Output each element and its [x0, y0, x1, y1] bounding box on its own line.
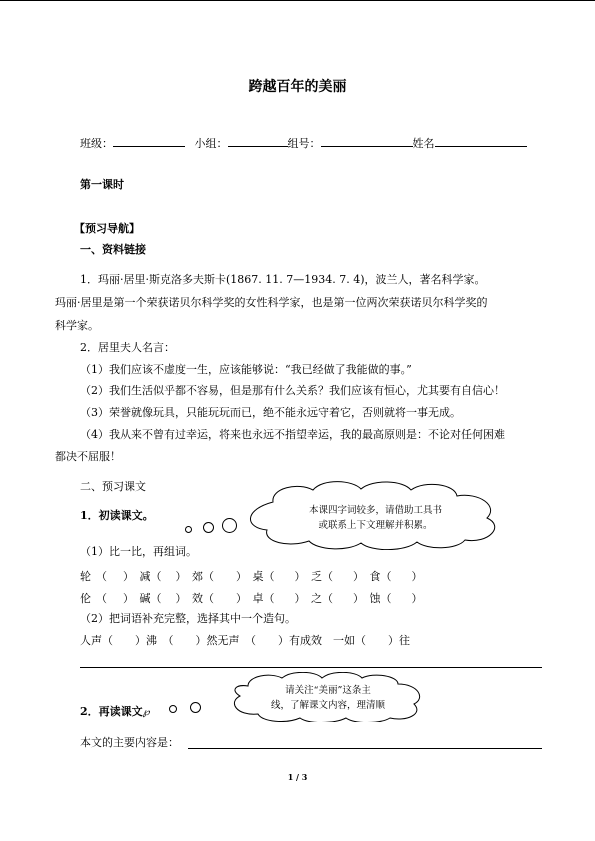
answer-blank[interactable] [162, 568, 176, 580]
char: 减 [139, 570, 151, 583]
main-content-label: 本文的主要内容是： [80, 736, 179, 749]
preview-nav-heading: 【预习导航】 [74, 222, 140, 235]
char: 卓 [252, 592, 264, 605]
quote-4-line2: 都决不屈服！ [55, 450, 121, 463]
compare-instruction: （1）比一比，再组词。 [80, 545, 197, 558]
complete-instruction: （2）把词语补充完整，选择其中一个造句。 [80, 612, 296, 625]
answer-blank[interactable] [162, 590, 176, 602]
first-read-heading: 1．初读课文。 [80, 509, 154, 522]
char: 乏 [311, 570, 322, 583]
pencil-icon: ℘ [142, 707, 150, 718]
thought-bubble-large [222, 518, 237, 533]
answer-blank[interactable] [392, 590, 412, 602]
answer-blank[interactable] [107, 568, 123, 580]
sentence-answer-line[interactable] [80, 667, 542, 668]
class-label: 班级： [80, 137, 113, 150]
main-content-answer-line[interactable] [188, 748, 542, 749]
char: 碱 [139, 592, 151, 605]
answer-blank[interactable] [333, 590, 353, 602]
class-field[interactable] [113, 134, 185, 147]
name-label: 姓名 [412, 137, 435, 150]
thought-bubble-small-2 [169, 705, 177, 713]
answer-blank[interactable] [214, 590, 236, 602]
hint-cloud-2-text: 请关注“美丽”这条主 线，了解课文内容，理清顺 [270, 685, 385, 711]
char-row-1: 轮 （ ） 减（ ） 郊（ ） 桌（ ） 乏（ ） 食（ ） [80, 570, 423, 583]
char-row-2: 伦 （ ） 碱（ ） 效（ ） 卓（ ） 之（ ） 蚀（ ） [80, 592, 423, 605]
thought-bubble-medium-2 [190, 702, 201, 713]
char: 桌 [252, 570, 264, 583]
quote-2: （2）我们生活似乎都不容易，但是那有什么关系？我们应该有恒心，尤其要有自信心！ [80, 384, 505, 397]
char: 轮 [80, 570, 91, 583]
quote-3: （3）荣誉就像玩具，只能玩玩而已，绝不能永远守着它，否则就将一事无成。 [80, 406, 461, 419]
info-row [80, 134, 527, 151]
char: 效 [192, 592, 203, 605]
material-p1-line1: 1．玛丽·居里·斯克洛多夫斯卡(1867. 11. 7—1934. 7. 4)，波兰人，著名科学家。 [80, 273, 486, 286]
thought-bubble-small [185, 526, 192, 533]
material-p1-line2: 玛丽·居里是第一个荣获诺贝尔科学奖的女性科学家，也是第一位两次荣获诺贝尔科学奖的 [55, 296, 488, 309]
page-title: 跨越百年的美丽 [248, 79, 347, 95]
thought-bubble-medium [203, 522, 214, 533]
material-p1-line3: 科学家。 [55, 319, 99, 332]
hint-cloud-1-text: 本课四字词较多，请借助工具书 或联系上下文理解并积累。 [308, 505, 442, 531]
header-rule [0, 0, 595, 1]
answer-blank[interactable] [392, 568, 412, 580]
answer-blank[interactable] [275, 568, 295, 580]
name-field[interactable] [435, 134, 527, 147]
group-num-label: 组号： [287, 137, 321, 150]
lesson-heading: 第一课时 [80, 178, 124, 191]
answer-blank[interactable] [275, 590, 295, 602]
char: 食 [369, 570, 381, 583]
char: 伦 [80, 592, 91, 605]
group-num-field[interactable] [321, 134, 413, 147]
char: 之 [311, 592, 322, 605]
group-label: 小组： [194, 137, 228, 150]
page-number: 1 / 3 [287, 772, 308, 782]
quote-1: （1）我们应该不虚度一生，应该能够说：“我已经做了我能做的事。” [80, 363, 412, 376]
answer-blank[interactable] [107, 590, 123, 602]
material-p2: 2．居里夫人名言： [80, 341, 175, 354]
answer-blank[interactable] [333, 568, 353, 580]
char: 郊 [192, 570, 203, 583]
section2-heading: 二、预习课文 [80, 480, 146, 493]
section1-heading: 一、资料链接 [80, 243, 146, 256]
group-field[interactable] [228, 134, 288, 147]
answer-blank[interactable] [214, 568, 236, 580]
idiom-blanks[interactable]: 人声（ ）沸 （ ）然无声 （ ）有成效 一如（ ）往 [80, 634, 410, 647]
second-read-heading: 2．再读课文℘ [80, 705, 150, 718]
char: 蚀 [369, 592, 381, 605]
quote-4-line1: （4）我从来不曾有过幸运，将来也永远不指望幸运，我的最高原则是：不论对任何困难 [80, 428, 505, 441]
